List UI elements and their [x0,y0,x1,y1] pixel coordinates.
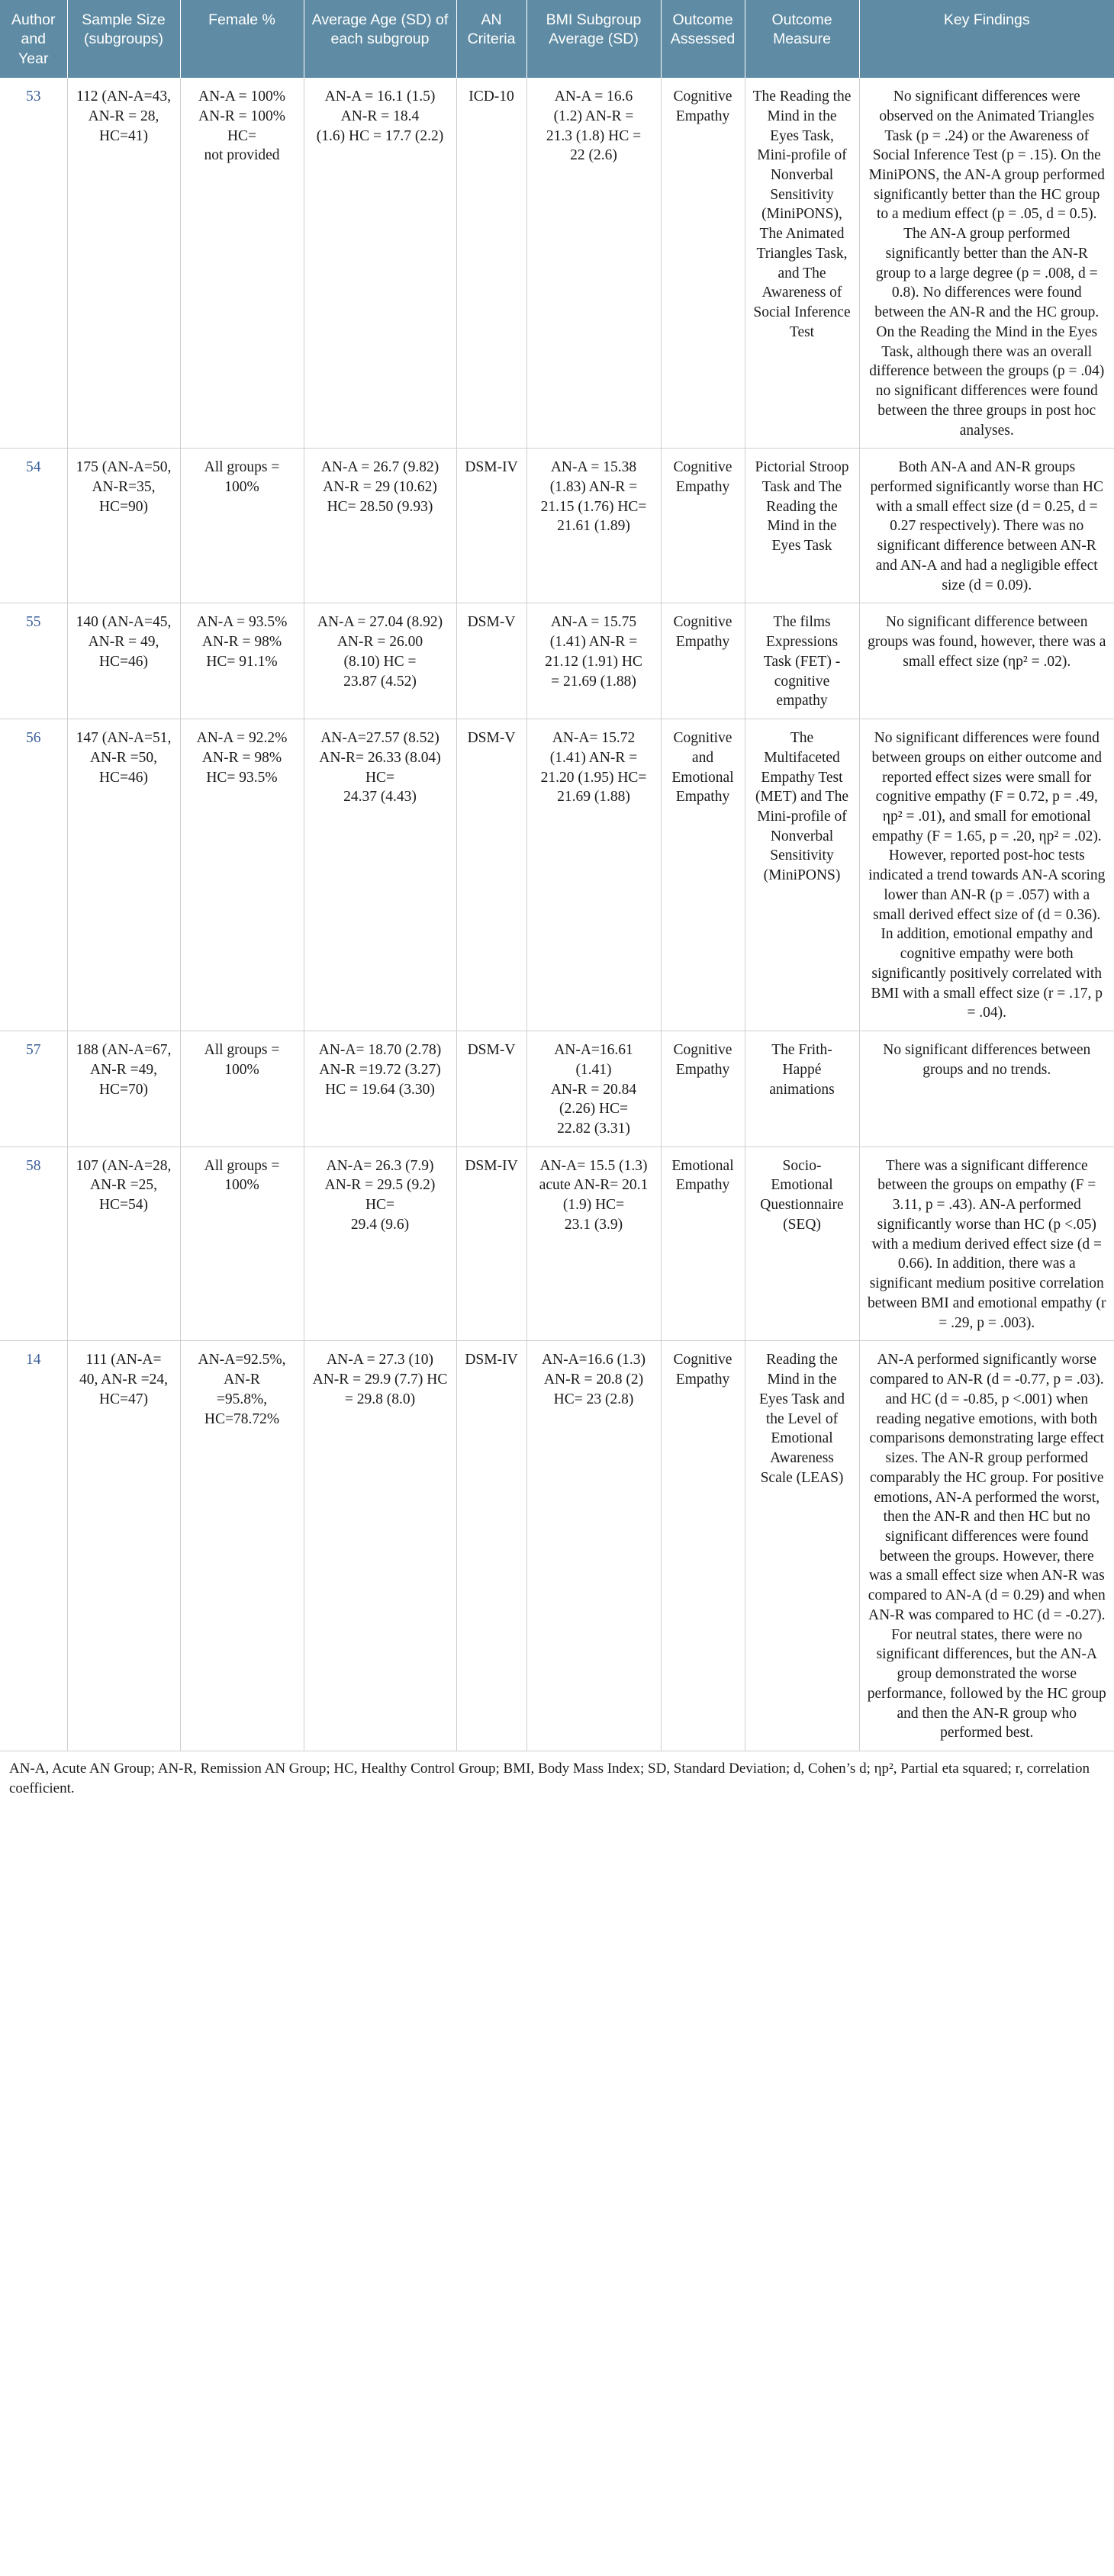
cell-average-age: AN-A= 26.3 (7.9) AN-R = 29.5 (9.2) HC= 29.4 (9.6) [304,1146,456,1341]
cell-sample-size: 188 (AN-A=67, AN-R =49, HC=70) [67,1031,180,1147]
header-author-year: Author and Year [0,0,67,78]
cell-sample-size: 140 (AN-A=45, AN-R = 49, HC=46) [67,603,180,719]
cell-an-criteria: DSM-V [456,603,526,719]
cell-outcome-measure: The Reading the Mind in the Eyes Task, Mini-profile of Nonverbal Sensitivity (MiniPONS), The Animated Triangles Task, and The Awareness of Social Inference Test [745,78,859,449]
cell-outcome-assessed: Cognitive Empathy [661,78,745,449]
cell-female-pct: AN-A = 100% AN-R = 100% HC= not provided [180,78,304,449]
cell-an-criteria: ICD-10 [456,78,526,449]
header-key-findings: Key Findings [859,0,1114,78]
cell-an-criteria: DSM-IV [456,449,526,603]
cell-key-findings: No significant differences were observed on the Animated Triangles Task (p = .24) or the Awareness of Social Inference Test (p = .15). On the MiniPONS, the AN-A group performed significantly better than the HC group to a medium effect (p = .05, d = 0.5). The AN-A group performed significantly better than the AN-R group to a large degree (p = .008, d = 0.8). No differences were found between the AN-R and the HC group. On the Reading the Mind in the Eyes Task, although there was an overall difference between the groups (p = .04) no significant differences were found between the three groups in post hoc analyses. [859,78,1114,449]
cell-outcome-assessed: Cognitive and Emotional Empathy [661,719,745,1031]
cell-female-pct: AN-A = 92.2% AN-R = 98% HC= 93.5% [180,719,304,1031]
table-row [0,1341,1114,1751]
table-row [0,603,1114,719]
table-footnote: AN-A, Acute AN Group; AN-R, Remission AN Group; HC, Healthy Control Group; BMI, Body Mass Index; SD, Standard Deviation; d, Cohen’s d; ηp², Partial eta squared; r, correlation coefficient. [9,1761,1090,1796]
cell-bmi: AN-A=16.61 (1.41) AN-R = 20.84 (2.26) HC= 22.82 (3.31) [526,1031,661,1147]
header-bmi: BMI Subgroup Average (SD) [526,0,661,78]
reference-link[interactable]: 14 [0,1341,67,1751]
cell-sample-size: 107 (AN-A=28, AN-R =25, HC=54) [67,1146,180,1341]
cell-average-age: AN-A = 16.1 (1.5) AN-R = 18.4 (1.6) HC = 17.7 (2.2) [304,78,456,449]
cell-key-findings: No significant difference between groups was found, however, there was a small effect size (ηp² = .02). [859,603,1114,719]
header-an-criteria: AN Criteria [456,0,526,78]
cell-average-age: AN-A= 18.70 (2.78) AN-R =19.72 (3.27) HC = 19.64 (3.30) [304,1031,456,1147]
cell-average-age: AN-A = 27.04 (8.92) AN-R = 26.00 (8.10) HC = 23.87 (4.52) [304,603,456,719]
cell-outcome-measure: The Multifaceted Empathy Test (MET) and The Mini-profile of Nonverbal Sensitivity (MiniPONS) [745,719,859,1031]
cell-an-criteria: DSM-IV [456,1341,526,1751]
reference-link[interactable]: 54 [0,449,67,603]
cell-outcome-assessed: Cognitive Empathy [661,1341,745,1751]
reference-link[interactable]: 53 [0,78,67,449]
cell-key-findings: AN-A performed significantly worse compared to AN-R (d = -0.77, p = .03). and HC (d = -0.85, p <.001) when reading negative emotions, with both comparisons demonstrating large effect sizes. The AN-R group performed comparably the HC group. For positive emotions, AN-A performed the worst, then the AN-R and then HC but no significant differences were found between the groups. However, there was a small effect size when AN-R was compared to AN-A (d = 0.29) and when AN-R was compared to HC (d = -0.27). For neutral states, there were no significant differences, but the AN-A group demonstrated the worse performance, followed by the HC group and then the AN-R group who performed best. [859,1341,1114,1751]
table-row [0,1031,1114,1147]
cell-key-findings: There was a significant difference between the groups on empathy (F = 3.11, p = .43). AN-A performed significantly worse than HC (p <.05) with a medium derived effect size (d = 0.66). In addition, there was a significant medium positive correlation between BMI and emotional empathy (r = .29, p = .003). [859,1146,1114,1341]
cell-key-findings: Both AN-A and AN-R groups performed significantly worse than HC with a small effect size (d = 0.25, d = 0.27 respectively). There was no significant difference between AN-R and AN-A and had a negligible effect size (d = 0.09). [859,449,1114,603]
header-outcome-assessed: Outcome Assessed [661,0,745,78]
cell-an-criteria: DSM-IV [456,1146,526,1341]
cell-outcome-measure: Reading the Mind in the Eyes Task and the Level of Emotional Awareness Scale (LEAS) [745,1341,859,1751]
cell-outcome-assessed: Cognitive Empathy [661,449,745,603]
table-row [0,449,1114,603]
cell-outcome-measure: Pictorial Stroop Task and The Reading the Mind in the Eyes Task [745,449,859,603]
cell-an-criteria: DSM-V [456,1031,526,1147]
table-row [0,1146,1114,1341]
cell-outcome-measure: The Frith-Happé animations [745,1031,859,1147]
reference-link[interactable]: 56 [0,719,67,1031]
cell-average-age: AN-A = 26.7 (9.82) AN-R = 29 (10.62) HC= 28.50 (9.93) [304,449,456,603]
cell-female-pct: All groups = 100% [180,1146,304,1341]
header-average-age: Average Age (SD) of each subgroup [304,0,456,78]
cell-female-pct: All groups = 100% [180,1031,304,1147]
cell-average-age: AN-A=27.57 (8.52) AN-R= 26.33 (8.04) HC= 24.37 (4.43) [304,719,456,1031]
cell-an-criteria: DSM-V [456,719,526,1031]
cell-sample-size: 112 (AN-A=43, AN-R = 28, HC=41) [67,78,180,449]
cell-sample-size: 175 (AN-A=50, AN-R=35, HC=90) [67,449,180,603]
header-female-pct: Female % [180,0,304,78]
cell-outcome-assessed: Cognitive Empathy [661,1031,745,1147]
cell-average-age: AN-A = 27.3 (10) AN-R = 29.9 (7.7) HC = 29.8 (8.0) [304,1341,456,1751]
cell-female-pct: AN-A=92.5%, AN-R =95.8%, HC=78.72% [180,1341,304,1751]
table-row [0,719,1114,1031]
cell-bmi: AN-A = 16.6 (1.2) AN-R = 21.3 (1.8) HC = 22 (2.6) [526,78,661,449]
cell-key-findings: No significant differences were found between groups on either outcome and reported effect sizes were small for cognitive empathy (F = 0.72, p = .49, ηp² = .01), and small for emotional empathy (F = 1.65, p = .20, ηp² = .02). However, reported post-hoc tests indicated a trend towards AN-A scoring lower than AN-R (p = .057) with a small derived effect size of (d = 0.36). In addition, emotional empathy and cognitive empathy were both significantly positively correlated with BMI with a small effect size (r = .17, p = .04). [859,719,1114,1031]
cell-bmi: AN-A= 15.5 (1.3) acute AN-R= 20.1 (1.9) HC= 23.1 (3.9) [526,1146,661,1341]
header-sample-size: Sample Size (subgroups) [67,0,180,78]
reference-link[interactable]: 55 [0,603,67,719]
header-outcome-measure: Outcome Measure [745,0,859,78]
cell-outcome-assessed: Emotional Empathy [661,1146,745,1341]
cell-bmi: AN-A= 15.72 (1.41) AN-R = 21.20 (1.95) HC= 21.69 (1.88) [526,719,661,1031]
cell-outcome-measure: Socio-Emotional Questionnaire (SEQ) [745,1146,859,1341]
cell-key-findings: No significant differences between groups and no trends. [859,1031,1114,1147]
cell-female-pct: All groups = 100% [180,449,304,603]
cell-outcome-measure: The films Expressions Task (FET) -cognitive empathy [745,603,859,719]
cell-bmi: AN-A = 15.75 (1.41) AN-R = 21.12 (1.91) HC = 21.69 (1.88) [526,603,661,719]
cell-bmi: AN-A=16.6 (1.3) AN-R = 20.8 (2) HC= 23 (2.8) [526,1341,661,1751]
cell-female-pct: AN-A = 93.5% AN-R = 98% HC= 91.1% [180,603,304,719]
cell-sample-size: 111 (AN-A= 40, AN-R =24, HC=47) [67,1341,180,1751]
table-row [0,78,1114,449]
reference-link[interactable]: 58 [0,1146,67,1341]
header-row [0,0,1114,78]
reference-link[interactable]: 57 [0,1031,67,1147]
cell-bmi: AN-A = 15.38 (1.83) AN-R = 21.15 (1.76) HC= 21.61 (1.89) [526,449,661,603]
cell-outcome-assessed: Cognitive Empathy [661,603,745,719]
cell-sample-size: 147 (AN-A=51, AN-R =50, HC=46) [67,719,180,1031]
